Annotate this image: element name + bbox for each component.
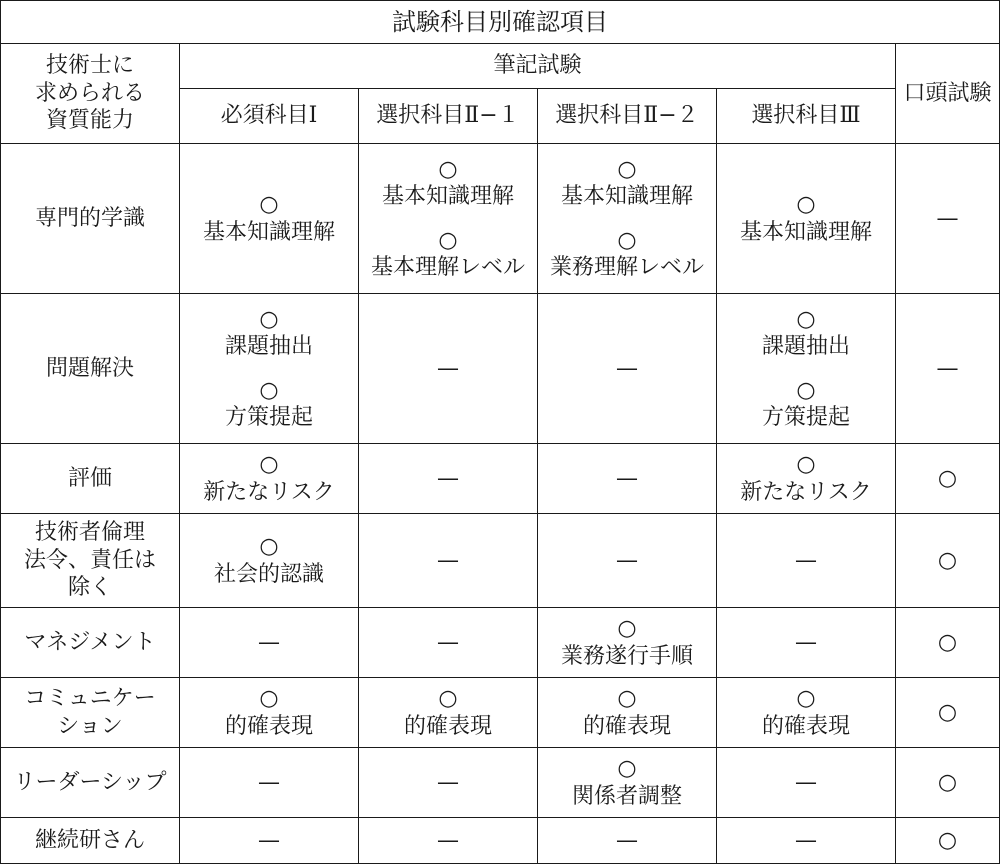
subject-cell: [717, 608, 896, 678]
cell-text: 基本知識理解: [560, 184, 693, 209]
circle-mark: ○: [796, 192, 816, 217]
subject-cell: [538, 144, 717, 294]
cell-text: 方策提起: [761, 405, 850, 430]
ability-header-line: 求められる: [34, 80, 145, 106]
cell-text: 新たなリスク: [740, 479, 872, 505]
row-label-line: 除く: [67, 575, 112, 601]
oral-exam-cell: [896, 818, 1000, 864]
cell-text: 課題抽出: [224, 334, 313, 359]
cell-text: 基本知識理解: [202, 219, 335, 245]
subject-cell: [538, 678, 717, 748]
circle-mark: ○: [937, 827, 958, 853]
row-label-line: 問題解決: [45, 355, 134, 381]
cell-text: 関係者調整: [571, 783, 682, 809]
subject-cell: [717, 514, 896, 608]
subject-cell: [359, 818, 538, 864]
circle-mark: ○: [259, 306, 279, 332]
circle-mark: ○: [937, 699, 958, 725]
dash-mark: —: [437, 769, 459, 795]
row-label-line: 継続研さん: [34, 827, 145, 853]
circle-mark: ○: [617, 227, 637, 253]
oral-exam-cell: [896, 608, 1000, 678]
dash-mark: —: [258, 827, 280, 853]
subject-cell: [359, 748, 538, 818]
circle-mark: ○: [796, 452, 816, 477]
cell-text: 的確表現: [582, 713, 671, 739]
subject-cell: [180, 608, 359, 678]
dash-mark: —: [437, 355, 459, 381]
subject-cell: [180, 514, 359, 608]
table-title: 試験科目別確認項目: [1, 1, 1000, 44]
circle-mark: ○: [796, 377, 816, 403]
circle-mark: ○: [259, 192, 279, 217]
dash-mark: —: [258, 769, 280, 795]
oral-exam-cell: [896, 678, 1000, 748]
subject-cell: [359, 608, 538, 678]
written-exam-header: 筆記試験: [180, 44, 896, 89]
cell-text: 基本知識理解: [381, 184, 514, 209]
row-label-line: 法令、責任は: [23, 547, 156, 573]
row-label: [1, 748, 180, 818]
dash-mark: —: [437, 547, 459, 573]
table-row: [1, 144, 1000, 294]
oral-exam-cell: [896, 444, 1000, 514]
dash-mark: —: [795, 629, 817, 655]
row-label: [1, 678, 180, 748]
circle-mark: ○: [617, 686, 637, 711]
row-label-line: 技術者倫理: [34, 520, 145, 546]
subject-cell: [180, 678, 359, 748]
subject-header: 選択科目Ⅲ: [717, 89, 896, 144]
circle-mark: ○: [617, 156, 637, 182]
subject-cell: [180, 818, 359, 864]
circle-mark: ○: [796, 686, 816, 711]
subject-header: 選択科目Ⅱ−２: [538, 89, 717, 144]
circle-mark: ○: [937, 465, 958, 491]
ability-header: [1, 44, 180, 144]
subject-cell: [717, 748, 896, 818]
cell-text: 業務理解レベル: [549, 255, 704, 280]
row-label: [1, 144, 180, 294]
subject-cell: [180, 294, 359, 444]
circle-mark: ○: [438, 156, 458, 182]
row-label-line: 専門的学識: [34, 205, 145, 231]
subject-cell: [359, 444, 538, 514]
subject-cell: [359, 294, 538, 444]
subject-cell: [359, 514, 538, 608]
subject-cell: [180, 748, 359, 818]
cell-text: 的確表現: [761, 713, 850, 739]
dash-mark: —: [258, 629, 280, 655]
row-label-line: マネジメント: [24, 629, 156, 655]
oral-exam-cell: [896, 294, 1000, 444]
subject-header: 必須科目Ⅰ: [180, 89, 359, 144]
subject-cell: [717, 294, 896, 444]
cell-text: 基本知識理解: [739, 219, 872, 245]
subject-cell: [359, 678, 538, 748]
circle-mark: ○: [937, 769, 958, 795]
oral-exam-cell: [896, 514, 1000, 608]
oral-exam-header: 口頭試験: [896, 44, 1000, 144]
cell-text: 業務遂行手順: [560, 643, 693, 669]
cell-text: 社会的認識: [213, 561, 324, 587]
circle-mark: ○: [438, 686, 458, 711]
dash-mark: —: [437, 827, 459, 853]
row-label: [1, 444, 180, 514]
subject-cell: [180, 444, 359, 514]
subject-cell: [538, 608, 717, 678]
dash-mark: —: [616, 547, 638, 573]
circle-mark: ○: [937, 547, 958, 573]
subject-cell: [538, 444, 717, 514]
row-label-line: 評価: [67, 465, 112, 491]
oral-exam-cell: [896, 748, 1000, 818]
subject-cell: [538, 514, 717, 608]
circle-mark: ○: [259, 377, 279, 403]
table-body: [1, 144, 1000, 864]
dash-mark: —: [795, 827, 817, 853]
circle-mark: ○: [259, 534, 279, 559]
subject-cell: [538, 748, 717, 818]
row-label: [1, 294, 180, 444]
dash-mark: —: [616, 827, 638, 853]
cell-text: 新たなリスク: [203, 479, 335, 505]
table-row: [1, 514, 1000, 608]
cell-text: 方策提起: [224, 405, 313, 430]
dash-mark: —: [616, 465, 638, 491]
dash-mark: —: [437, 465, 459, 491]
cell-text: 基本理解レベル: [370, 255, 525, 280]
cell-text: 的確表現: [403, 713, 492, 739]
row-label: [1, 514, 180, 608]
ability-header-line: 資質能力: [45, 108, 134, 134]
table-row: [1, 748, 1000, 818]
table-row: [1, 294, 1000, 444]
circle-mark: ○: [617, 616, 637, 641]
table-row: [1, 818, 1000, 864]
subject-cell: [717, 678, 896, 748]
subject-cell: [538, 818, 717, 864]
table-row: [1, 678, 1000, 748]
circle-mark: ○: [617, 756, 637, 781]
ability-header-line: 技術士に: [45, 53, 134, 79]
table-row: [1, 608, 1000, 678]
dash-mark: —: [795, 769, 817, 795]
subject-header: 選択科目Ⅱ−１: [359, 89, 538, 144]
cell-text: 的確表現: [224, 713, 313, 739]
row-label-line: ション: [57, 713, 123, 739]
subject-cell: [717, 444, 896, 514]
subject-cell: [359, 144, 538, 294]
circle-mark: ○: [796, 306, 816, 332]
table-row: [1, 444, 1000, 514]
dash-mark: —: [616, 355, 638, 381]
cell-text: 課題抽出: [761, 334, 850, 359]
dash-mark: —: [437, 629, 459, 655]
row-label: [1, 608, 180, 678]
row-label-line: リーダーシップ: [13, 769, 167, 795]
circle-mark: ○: [259, 686, 279, 711]
row-label: [1, 818, 180, 864]
subject-cell: [180, 144, 359, 294]
dash-mark: —: [795, 547, 817, 573]
row-label-line: コミュニケー: [24, 686, 156, 711]
dash-mark: —: [936, 355, 959, 381]
subject-cell: [717, 144, 896, 294]
subject-cell: [538, 294, 717, 444]
oral-exam-cell: [896, 144, 1000, 294]
subject-cell: [717, 818, 896, 864]
circle-mark: ○: [937, 629, 958, 655]
circle-mark: ○: [438, 227, 458, 253]
dash-mark: —: [936, 205, 959, 231]
circle-mark: ○: [259, 452, 279, 477]
